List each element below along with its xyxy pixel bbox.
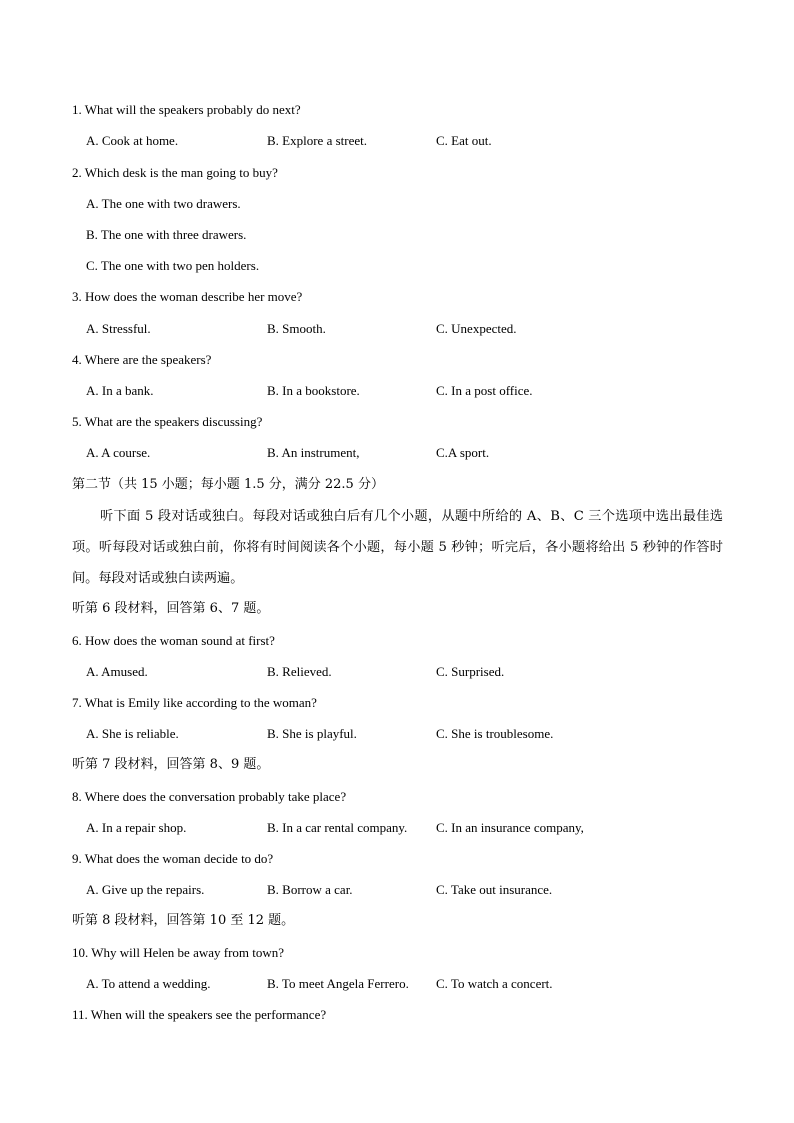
option-a: A. Stressful. — [86, 321, 151, 336]
option-c: C. In an insurance company, — [436, 820, 584, 835]
option-c: C. Unexpected. — [436, 321, 517, 336]
option-c: C. Take out insurance. — [436, 882, 553, 897]
option-b: B. Borrow a car. — [267, 882, 353, 897]
question-5-stem: 5. What are the speakers discussing? — [72, 414, 263, 429]
material-6-label: 听第 6 段材料，回答第 6、7 题。 — [72, 601, 270, 616]
option-a: A. The one with two drawers. — [86, 196, 241, 211]
option-c: C. The one with two pen holders. — [86, 258, 260, 273]
option-a: A. Give up the repairs. — [86, 882, 205, 897]
option-b: B. Smooth. — [267, 321, 326, 336]
question-4-stem: 4. Where are the speakers? — [72, 352, 212, 367]
option-c: C.A sport. — [436, 445, 490, 460]
material-7-label: 听第 7 段材料，回答第 8、9 题。 — [72, 757, 270, 772]
option-a: A. To attend a wedding. — [86, 976, 211, 991]
option-a: A. A course. — [86, 445, 151, 460]
option-a: A. She is reliable. — [86, 726, 179, 741]
option-c: C. Eat out. — [436, 133, 492, 148]
option-a: A. Cook at home. — [86, 133, 179, 148]
question-1-stem: 1. What will the speakers probably do next? — [72, 102, 301, 117]
question-11-stem: 11. When will the speakers see the performance? — [72, 1007, 327, 1022]
option-b: B. To meet Angela Ferrero. — [267, 976, 409, 991]
option-a: A. In a repair shop. — [86, 820, 187, 835]
option-b: B. An instrument, — [267, 445, 360, 460]
section-2-instructions: 听下面 5 段对话或独白。每段对话或独白后有几个小题，从题中所给的 A、B、C 三个选项中选出最佳选项。听每段对话或独白前，你将有时间阅读各个小题，每小题 5 秒钟；听完后，各小题将给出 5 秒钟的作答时间。每段对话或独白读两遍。 — [72, 509, 723, 587]
option-b: B. The one with three drawers. — [86, 227, 247, 242]
question-10-stem: 10. Why will Helen be away from town? — [72, 945, 285, 960]
option-b: B. Explore a street. — [267, 133, 367, 148]
option-b: B. In a car rental company. — [267, 820, 408, 835]
question-9-stem: 9. What does the woman decide to do? — [72, 851, 274, 866]
option-a: A. Amused. — [86, 664, 148, 679]
question-3-stem: 3. How does the woman describe her move? — [72, 289, 303, 304]
question-8-stem: 8. Where does the conversation probably take place? — [72, 789, 347, 804]
material-8-label: 听第 8 段材料，回答第 10 至 12 题。 — [72, 913, 295, 928]
option-b: B. Relieved. — [267, 664, 332, 679]
question-7-stem: 7. What is Emily like according to the woman? — [72, 695, 317, 710]
option-c: C. In a post office. — [436, 383, 533, 398]
option-c: C. Surprised. — [436, 664, 505, 679]
option-a: A. In a bank. — [86, 383, 154, 398]
section-2-heading: 第二节（共 15 小题；每小题 1.5 分，满分 22.5 分） — [72, 477, 384, 492]
option-b: B. She is playful. — [267, 726, 357, 741]
question-2-stem: 2. Which desk is the man going to buy? — [72, 165, 278, 180]
option-c: C. To watch a concert. — [436, 976, 553, 991]
option-b: B. In a bookstore. — [267, 383, 360, 398]
option-c: C. She is troublesome. — [436, 726, 554, 741]
question-6-stem: 6. How does the woman sound at first? — [72, 633, 275, 648]
